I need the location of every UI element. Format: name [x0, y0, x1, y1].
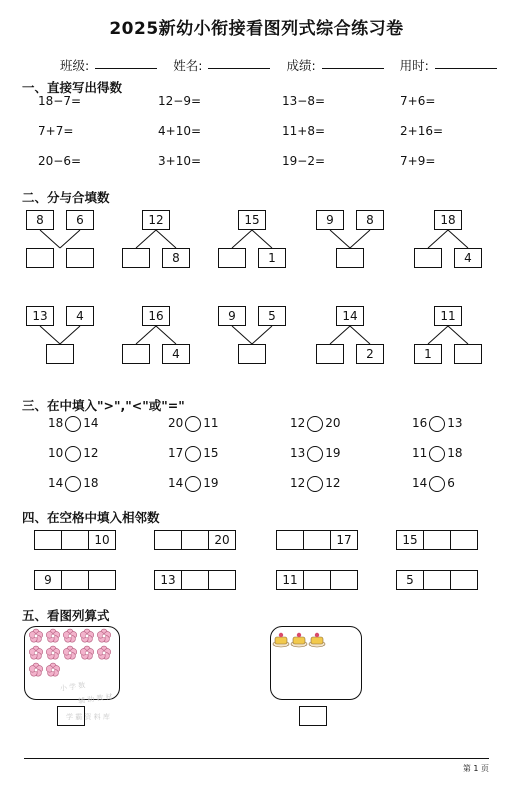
sequence-blank[interactable]	[450, 530, 478, 550]
flower-icon	[29, 646, 42, 659]
tree-top-number: 11	[434, 306, 462, 326]
tree-branch	[156, 230, 176, 248]
sequence-number: 13	[154, 570, 182, 590]
flower-center	[85, 651, 89, 655]
tree-bottom-number: 1	[258, 248, 286, 268]
tree-branch	[60, 230, 80, 248]
watermark-line-1: 小 学 数	[59, 681, 86, 693]
tree-branch	[136, 326, 156, 344]
tree-top-number: 8	[356, 210, 384, 230]
sequence-blank[interactable]	[276, 530, 304, 550]
flower-icon	[80, 646, 93, 659]
sequence-number: 17	[330, 530, 358, 550]
equation: 18−7=	[38, 94, 82, 108]
compare-circle[interactable]	[429, 446, 445, 462]
score-field[interactable]	[322, 56, 384, 69]
cake-body	[275, 637, 287, 644]
equation: 2+16=	[400, 124, 444, 138]
cake-icon	[273, 633, 289, 647]
tree-branch	[40, 230, 60, 248]
number-sequence	[34, 570, 116, 590]
sequence-number: 11	[276, 570, 304, 590]
tree-top-number: 9	[218, 306, 246, 326]
page-title: 2025新幼小衔接看图列式综合练习卷	[109, 19, 404, 39]
flower-center	[34, 668, 38, 672]
right-number: 18	[83, 476, 99, 490]
sequence-blank[interactable]	[61, 530, 89, 550]
left-number: 10	[48, 446, 64, 460]
tree-branch	[350, 230, 370, 248]
left-number: 14	[168, 476, 184, 490]
tree-branch	[330, 326, 350, 344]
comparison	[290, 474, 341, 492]
time-field[interactable]	[435, 56, 497, 69]
equation: 7+9=	[400, 154, 436, 168]
tree-bottom-blank[interactable]	[238, 344, 266, 364]
comparison	[48, 444, 99, 462]
sequence-blank[interactable]	[181, 570, 209, 590]
compare-circle[interactable]	[185, 476, 201, 492]
equation: 7+7=	[38, 124, 74, 138]
comparison	[412, 474, 455, 492]
tree-branch	[350, 326, 370, 344]
compare-circle[interactable]	[65, 476, 81, 492]
tree-top-number: 15	[238, 210, 266, 230]
right-number: 13	[447, 416, 463, 430]
flower-center	[85, 634, 89, 638]
sequence-blank[interactable]	[303, 570, 331, 590]
number-sequence	[154, 570, 236, 590]
cake-picture-frame	[270, 626, 362, 700]
sequence-blank[interactable]	[154, 530, 182, 550]
tree-branch	[428, 230, 448, 248]
section2-heading: 二、分与合填数	[22, 190, 110, 205]
tree-bottom-number: 8	[162, 248, 190, 268]
tree-branch	[448, 326, 468, 344]
left-number: 14	[412, 476, 428, 490]
tree-branch	[60, 326, 80, 344]
tree-bottom-number: 1	[414, 344, 442, 364]
flower-icon	[46, 629, 59, 642]
equation: 3+10=	[158, 154, 202, 168]
tree-bottom-blank[interactable]	[336, 248, 364, 268]
comparison	[168, 414, 219, 432]
left-number: 20	[168, 416, 184, 430]
tree-branch	[232, 230, 252, 248]
tree-branch	[252, 230, 272, 248]
compare-circle[interactable]	[65, 446, 81, 462]
comparison	[412, 444, 463, 462]
tree-branch	[252, 326, 272, 344]
cake-icon	[309, 633, 325, 647]
tree-bottom-number: 4	[454, 248, 482, 268]
right-number: 11	[203, 416, 219, 430]
comparison	[168, 474, 219, 492]
left-number: 11	[412, 446, 428, 460]
tree-bottom-number: 4	[162, 344, 190, 364]
flower-center	[102, 634, 106, 638]
tree-bottom-number: 2	[356, 344, 384, 364]
flower-icon	[97, 646, 110, 659]
comparison	[168, 444, 219, 462]
equation: 4+10=	[158, 124, 202, 138]
flower-center	[51, 651, 55, 655]
cake-body	[293, 637, 305, 644]
tree-bottom-blank[interactable]	[122, 248, 150, 268]
compare-circle[interactable]	[65, 416, 81, 432]
tree-top-number: 16	[142, 306, 170, 326]
sequence-blank[interactable]	[88, 570, 116, 590]
equation: 11+8=	[282, 124, 326, 138]
right-number: 12	[325, 476, 341, 490]
cake-body	[311, 637, 323, 644]
equation: 12−9=	[158, 94, 202, 108]
flower-icon	[80, 629, 93, 642]
comparison	[412, 414, 463, 432]
tree-top-number: 4	[66, 306, 94, 326]
compare-circle[interactable]	[429, 476, 445, 492]
tree-bottom-blank[interactable]	[46, 344, 74, 364]
class-label: 班级:	[60, 58, 90, 73]
flower-icon	[97, 629, 110, 642]
flower-center	[34, 634, 38, 638]
tree-top-number: 12	[142, 210, 170, 230]
sequence-blank[interactable]	[34, 530, 62, 550]
compare-circle[interactable]	[307, 476, 323, 492]
tree-branch	[156, 326, 176, 344]
section5-heading: 五、看图列算式	[22, 608, 110, 623]
cake-cherry	[315, 633, 319, 637]
tree-bottom-blank[interactable]	[454, 344, 482, 364]
sequence-blank[interactable]	[303, 530, 331, 550]
number-sequence	[276, 530, 358, 550]
cake-picture	[271, 623, 363, 653]
comparison	[290, 444, 341, 462]
page-number: 第 1 页	[462, 764, 489, 773]
watermark-line-2: 辅 助 教 材	[77, 692, 114, 706]
tree-top-number: 5	[258, 306, 286, 326]
equation: 19−2=	[282, 154, 326, 168]
tree-bottom-blank[interactable]	[414, 248, 442, 268]
tree-top-number: 9	[316, 210, 344, 230]
number-sequence	[154, 530, 236, 550]
left-number: 17	[168, 446, 184, 460]
number-sequence	[276, 570, 358, 590]
sequence-number: 10	[88, 530, 116, 550]
tree-top-number: 18	[434, 210, 462, 230]
section3-heading: 三、在中填入">","<"或"="	[22, 398, 185, 413]
flower-center	[102, 651, 106, 655]
tree-branch	[428, 326, 448, 344]
sequence-blank[interactable]	[423, 570, 451, 590]
tree-top-number: 13	[26, 306, 54, 326]
right-number: 19	[203, 476, 219, 490]
tree-branch	[40, 326, 60, 344]
tree-bottom-blank[interactable]	[218, 248, 246, 268]
right-number: 12	[83, 446, 99, 460]
flower-center	[68, 651, 72, 655]
sequence-blank[interactable]	[423, 530, 451, 550]
name-label: 姓名:	[173, 58, 203, 73]
left-number: 13	[290, 446, 306, 460]
equation: 20−6=	[38, 154, 82, 168]
number-sequence	[34, 530, 116, 550]
tree-bottom-blank[interactable]	[122, 344, 150, 364]
cake-cherry	[297, 633, 301, 637]
tree-top-number: 14	[336, 306, 364, 326]
tree-top-number: 8	[26, 210, 54, 230]
section4-heading: 四、在空格中填入相邻数	[22, 510, 160, 525]
cake-icon	[291, 633, 307, 647]
flower-icon	[29, 663, 42, 676]
left-number: 18	[48, 416, 64, 430]
footer-rule	[24, 758, 489, 759]
right-number: 20	[325, 416, 341, 430]
flower-icon	[63, 629, 76, 642]
flower-center	[34, 651, 38, 655]
cake-cherry	[279, 633, 283, 637]
sequence-blank[interactable]	[208, 570, 236, 590]
tree-bottom-blank[interactable]	[316, 344, 344, 364]
left-number: 12	[290, 416, 306, 430]
right-number: 14	[83, 416, 99, 430]
section1-heading: 一、直接写出得数	[22, 80, 123, 95]
sequence-number: 9	[34, 570, 62, 590]
right-number: 18	[447, 446, 463, 460]
tree-branch	[448, 230, 468, 248]
tree-bottom-blank[interactable]	[26, 248, 54, 268]
cake-answer-box[interactable]	[299, 706, 327, 726]
flower-center	[68, 634, 72, 638]
tree-branch	[136, 230, 156, 248]
sequence-blank[interactable]	[61, 570, 89, 590]
comparison	[290, 414, 341, 432]
sequence-number: 15	[396, 530, 424, 550]
compare-circle[interactable]	[307, 446, 323, 462]
time-label: 用时:	[399, 58, 429, 73]
tree-branch	[232, 326, 252, 344]
equation: 7+6=	[400, 94, 436, 108]
left-number: 16	[412, 416, 428, 430]
score-label: 成绩:	[286, 58, 316, 73]
compare-circle[interactable]	[185, 446, 201, 462]
sequence-blank[interactable]	[450, 570, 478, 590]
number-sequence	[396, 530, 478, 550]
compare-circle[interactable]	[429, 416, 445, 432]
compare-circle[interactable]	[185, 416, 201, 432]
comparison	[48, 474, 99, 492]
flower-icon	[46, 663, 59, 676]
left-number: 14	[48, 476, 64, 490]
flower-icon	[46, 646, 59, 659]
sequence-blank[interactable]	[330, 570, 358, 590]
tree-top-number: 6	[66, 210, 94, 230]
sequence-number: 20	[208, 530, 236, 550]
tree-branch	[330, 230, 350, 248]
flower-center	[51, 668, 55, 672]
equation: 13−8=	[282, 94, 326, 108]
number-sequence	[396, 570, 478, 590]
compare-circle[interactable]	[307, 416, 323, 432]
comparison	[48, 414, 99, 432]
flower-icon	[63, 646, 76, 659]
flower-icon	[29, 629, 42, 642]
sequence-blank[interactable]	[181, 530, 209, 550]
flower-center	[51, 634, 55, 638]
tree-bottom-blank[interactable]	[66, 248, 94, 268]
left-number: 12	[290, 476, 306, 490]
name-field[interactable]	[208, 56, 270, 69]
sequence-number: 5	[396, 570, 424, 590]
watermark-line-3: 学 霸 资 料 库	[66, 713, 110, 721]
right-number: 19	[325, 446, 341, 460]
right-number: 6	[447, 476, 455, 490]
student-info	[60, 56, 507, 74]
class-field[interactable]	[95, 56, 157, 69]
right-number: 15	[203, 446, 219, 460]
